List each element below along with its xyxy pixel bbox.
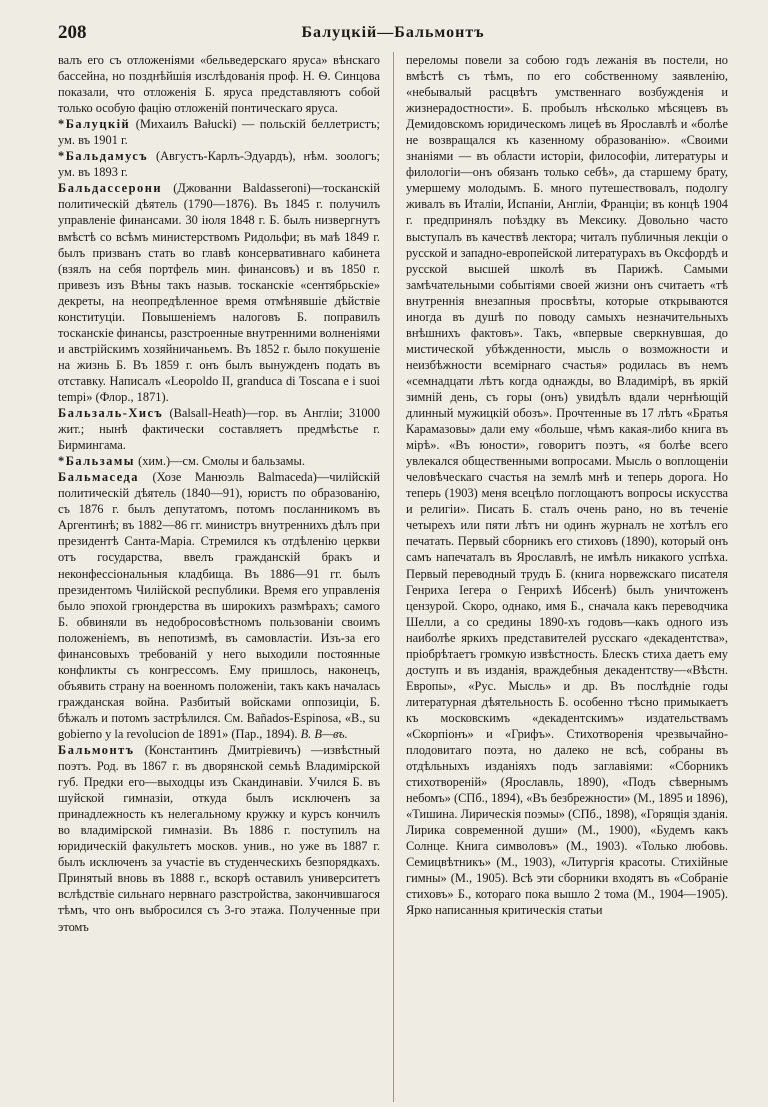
entry-baldamus: [58, 148, 380, 180]
entry-balutsky: [58, 116, 380, 148]
entry-signature: В. В—въ.: [300, 726, 348, 741]
entry-text: (Михаилъ Bałucki) — польскій беллетристъ; ум. въ 1901 г.: [58, 117, 380, 148]
entry-balmont: [58, 742, 380, 935]
entry-balsams: [58, 453, 380, 469]
entry-baldasseroni: [58, 180, 380, 405]
entry-balmaceda: [58, 469, 380, 742]
entry-text: (Balsall-Heath)—гор. въ Англіи; 31000 жит.; нынѣ фактически составляетъ предмѣстье г. Бирмингама.: [58, 406, 380, 453]
entry-headword: *Бальзамы: [58, 454, 135, 469]
entry-headword: Бальмонтъ: [58, 743, 135, 758]
entry-text: (Хозе Манюэль Balmaceda)—чилійскій политическій дѣятель (1840—91), юристъ по образованію, съ 1876 г. былъ депутатомъ, потомъ посланникомъ въ Аргентинѣ; въ 1882—86 гг. министръ внутреннихъ дѣлъ при президентѣ Санта-Маріа. Стремился къ отдѣленію церкви отъ государства, ввелъ гражданскій бракъ и неконфессіональныя кладбища. Въ 1886—91 гг. былъ президентомъ Чилійской республики. Время его управленія было эпохой грюндерства въ широкихъ размѣрахъ; самого Б. обвиняли въ недобросовѣстномъ пользованіи своимъ положеніемъ, въ непотизмѣ, въ самовластіи. Изъ-за его финансовыхъ требованій у него выходили постоянные конфликты съ конгрессомъ. Ему пришлось, наконецъ, объявить страну на военномъ положеніи, такъ какъ началась гражданская война. Разбитый войсками оппозиціи, Б. бѣжалъ и потомъ застрѣлился. См. Bañados-Espinosa, «B., su gobierno y la revolucion de 1891» (Пар., 1894).: [58, 470, 380, 741]
entry-continuation: [58, 52, 380, 116]
entry-headword: Бальмаседа: [58, 470, 140, 485]
entry-headword: Бальдассерони: [58, 181, 162, 196]
entry-text: переломы повели за собою годъ лежанія въ постели, но вмѣстѣ съ тѣмъ, по его собственному заявленію, «небывалый расцвѣтъ умственнаго возбужденія и жизнерадостности». Б. пробылъ нѣсколько мѣсяцевъ въ Демидовскомъ юридическомъ лицеѣ въ Ярославлѣ и «болѣе не возвращался къ казенному образованію». «Своими знаніями — въ области исторіи, философіи, литературы и филологіи—онъ обязанъ только себѣ», да старшему брату, умершему молодымъ. Б. много путешествовалъ, подолгу живалъ въ Италіи, Испаніи, Англіи, Франціи; въ концѣ 1904 г. предпринялъ поѣздку въ Мексику. Довольно часто выступалъ въ качествѣ лектора; читалъ публичныя лекціи о русской и западно-европейской литературахъ въ Оксфордѣ и русской высшей школѣ въ Парижѣ. Самыми замѣчательными событіями своей жизни онъ считаетъ «тѣ внутреннія внезапныя просвѣты, которые открываются иногда въ душѣ по поводу самыхъ незначительныхъ внѣшнихъ фактовъ». Такъ, «впервые сверкнувшая, до мистической убѣжденности, мысль о возможности и неизбѣжности всемірнаго счастья» родилась въ немъ «семнадцати лѣтъ когда однажды, во Владимірѣ, въ яркій зимній день, съ горы (онъ) увидѣлъ вдали чернѣющій длинный мужицкій обозъ». Прочтенные въ 17 лѣтъ «Братья Карамазовы» дали ему «больше, чѣмъ какая-либо книга въ мірѣ». «Въ юности», говоритъ поэтъ, «я болѣе всего увлекался общественными вопросами. Мысль о воплощеніи человѣческаго счастья на землѣ мнѣ и теперь дорога. Но теперь (1903) меня всецѣло поглощаютъ вопросы искусства и религіи». Писать Б. сталъ очень рано, но въ теченіе четырехъ или пяти лѣтъ ни одинъ журналъ не хотѣлъ его печатать. Первый сборникъ его стиховъ (1890), который онъ самъ напечаталъ въ Ярославлѣ, не имѣлъ никакого успѣха. Первый переводный трудъ Б. (книга норвежскаго писателя Генриха Іегера о Генрихѣ Ибсенѣ) былъ уничтоженъ цензурой. Скоро, однако, имя Б., сначала какъ переводчика Шелли, а со средины 1890-хъ годовъ—какъ одного изъ наиболѣе яркихъ представителей русскаго «декадентства», пріобрѣтаетъ громкую извѣстность. Блескъ стиха даетъ ему доступъ и въ изданія, враждебныя декадентству—«Вѣстн. Европы», «Рус. Мысль» и др. Въ послѣдніе годы литературная дѣятельность Б. особенно тѣсно примыкаетъ къ московскимъ «декадентскимъ» издательствамъ «Скорпіонъ» и «Грифъ». Стихотворенія чрезвычайно-плодовитаго поэта, но далеко не всѣ, собраны въ отдѣльныхъ изданіяхъ подъ заглавіями: «Сборникъ стихотвореній» (Ярославль, 1890), «Подъ сѣвернымъ небомъ» (СПб., 1894), «Въ безбрежности» (М., 1895 и 1896), «Тишина. Лирическія поэмы» (СПб., 1898), «Горящія зданія. Лирика современной души» (М., 1900), «Будемъ какъ Солнце. Книга символовъ» (М., 1903). «Только любовь. Семицвѣтникъ» (М., 1903), «Литургія красоты. Стихійные гимны» (М., 1905). Всѣ эти сборники входятъ въ «Собраніе стиховъ» Б., котораго пока вышло 2 тома (М., 1904—1905). Ярко написанныя критическія статьи: [406, 53, 728, 918]
entry-headword: *Бальдамусъ: [58, 149, 149, 164]
right-column: [406, 52, 728, 1102]
running-title: Балуцкій—Бальмонтъ: [301, 24, 485, 41]
page-number: 208: [58, 22, 87, 43]
entry-text: (хим.)—см. Смолы и бальзамы.: [138, 454, 305, 469]
entry-text: валъ его съ отложеніями «бельведерскаго яруса» вѣнскаго бассейна, но позднѣйшія изслѣдованія проф. Н. Ѳ. Синцова показали, что отложенія Б. яруса представляютъ собой только особую фацію отложеній понтическаго яруса.: [58, 53, 380, 116]
page-header: [58, 22, 728, 46]
entry-balmont-continued: [406, 52, 728, 919]
entry-headword: Бальзаль-Хисъ: [58, 406, 164, 421]
column-divider: [393, 52, 394, 1102]
entry-balsall-heath: [58, 405, 380, 453]
entry-text: (Константинъ Дмитріевичъ) —извѣстный поэтъ. Род. въ 1867 г. въ дворянской семьѣ Владимірской губ. Предки его—выходцы изъ Скандинавіи. Учился Б. въ шуйской гимназіи, откуда былъ исключенъ за принадлежность къ нелегальному кружку и курсъ кончилъ во владимірской гимназіи. Въ 1886 г. поступилъ на юридическій факультетъ москов. унив., но уже въ 1887 г. былъ исключенъ за участіе въ студенческихъ безпорядкахъ. Принятый вновь въ 1888 г., вскорѣ оставилъ университетъ вслѣдствіе сильнаго нервнаго разстройства, закончившагося тѣмъ, что онъ выбросился съ 3-го этажа. Полученные при этомъ: [58, 743, 380, 934]
entry-text: (Августъ-Карлъ-Эдуардъ), нѣм. зоологъ; ум. въ 1893 г.: [58, 149, 380, 180]
entry-headword: *Балуцкій: [58, 117, 131, 132]
left-column: [58, 52, 380, 1102]
entry-text: (Джованни Baldasseroni)—тосканскій политическій дѣятель (1790—1876). Въ 1845 г. получилъ управленіе финансами. 30 іюля 1848 г. Б. былъ низвергнутъ вмѣстѣ со всѣмъ министерствомъ Ридольфи; въ маѣ 1849 г. былъ призванъ стать во главѣ консервативнаго кабинета (взялъ на себя портфель мин. финансовъ) и въ 1850 г. привезъ изъ Вѣны такъ назыв. тосканскіе «сентябрьскіе» декреты, на неопредѣленное время отмѣнявшіе дѣйствіе конституціи. Повышеніемъ налоговъ Б. поправилъ тосканскіе финансы, разстроенные внутренними волненіями и австрійскимъ хозяйничаньемъ. Въ 1852 г. было покушеніе на жизнь Б. Въ 1859 г. онъ былъ вынужденъ подать въ отставку. Написалъ «Leopoldo II, granduca di Toscana e i suoi tempi» (Флор., 1871).: [58, 181, 380, 404]
